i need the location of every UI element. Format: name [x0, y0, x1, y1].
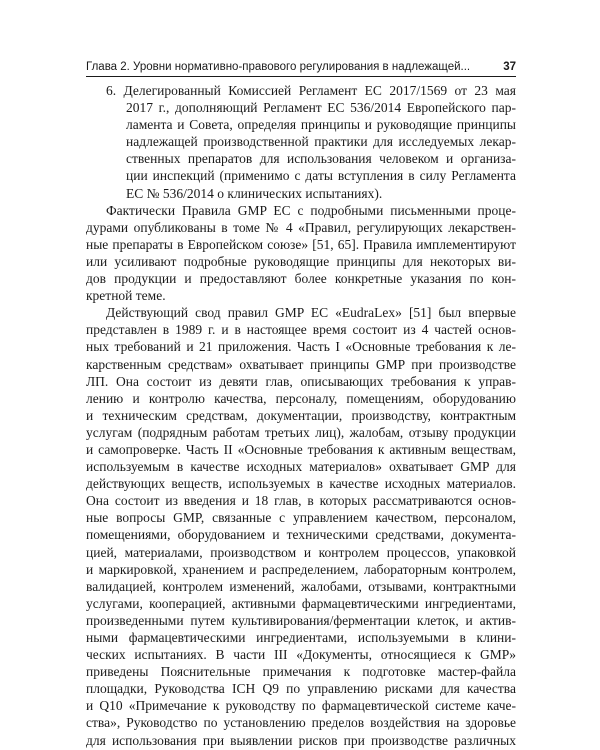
text-line: ные вопросы GMP, связанные с управлением качеством, персоналом,: [86, 510, 516, 526]
text-line: и Q10 «Примечание к руководству по фармацевтической системе каче-: [86, 698, 516, 714]
text-line: кретной теме.: [86, 288, 166, 304]
text-line: и техническим средствам, документации, производству, контрактным: [86, 407, 516, 423]
text-line: представлен в 1989 г. и в настоящее время состоит из 4 частей основ-: [86, 322, 516, 338]
text-line: услугами, кооперацией, активными фармацевтическими ингредиентами,: [86, 595, 516, 611]
text-line: карственным средствам» охватывает принципы GMP при производстве: [86, 356, 516, 372]
text-line: дов продукции и предоставляют более конкретные указания по кон-: [86, 271, 516, 287]
text-line: Она состоит из введения и 18 глав, в которых рассматриваются основ-: [86, 493, 516, 509]
text-line: ЛП. Она состоит из девяти глав, описывающих требования к управ-: [86, 373, 516, 389]
text-line: помещениями, оборудованием и техническими средствами, документа-: [86, 527, 516, 543]
text-line: ческих испытаниях. В части III «Документы, относящиеся к GMP»: [86, 647, 516, 663]
page-body: [86, 82, 516, 749]
text-line: ции инспекций (применимо с даты вступления в силу Регламента: [126, 168, 516, 184]
text-line: для использования при выявлении рисков при производстве различных: [86, 732, 516, 748]
text-line: ными фармацевтическими ингредиентами, используемыми в клини-: [86, 630, 516, 645]
text-line: и самопроверке. Часть II «Основные требования к активным веществам,: [86, 441, 516, 457]
page-number: 37: [503, 61, 516, 73]
text-line: ные препараты в Европейском союзе» [51, 65]. Правила имплементируют: [86, 236, 516, 252]
text-line: произведенными путем культивирования/ферментации клеток, и актив-: [86, 612, 516, 628]
text-line: или усиливают подробные руководящие принципы для некоторых ви-: [86, 253, 516, 269]
text-line: ных требований и 21 приложения. Часть I «Основные требования к ле-: [86, 339, 516, 355]
running-header: [86, 60, 516, 77]
list-item-6: [86, 82, 516, 202]
text-line: ственных препаратов для использования человеком и организа-: [126, 151, 516, 167]
text-line: 2017 г., дополняющий Регламент ЕС 536/2014 Европейского пар-: [126, 100, 516, 116]
text-line: Действующий свод правил GMP ЕС «EudraLex» [51] был впервые: [106, 305, 516, 321]
text-line: и маркировкой, хранением и распределением, лабораторным контролем,: [86, 561, 516, 577]
text-line: 6. Делегированный Комиссией Регламент ЕС 2017/1569 от 23 мая: [106, 83, 516, 98]
paragraph-gmp-eu-rules: [86, 202, 516, 305]
text-line: цией, материалами, производством и контролем процессов, упаковкой: [86, 544, 516, 560]
text-line: ства», Руководство по установлению пределов воздействия на здоровье: [86, 715, 516, 731]
chapter-title: Глава 2. Уровни нормативно-правового регулирования в надлежащей...: [86, 61, 471, 73]
text-line: валидацией, контролем изменений, жалобами, отзывами, контрактными: [86, 578, 516, 594]
text-line: дурами опубликованы в томе № 4 «Правил, регулирующих лекарствен-: [86, 219, 516, 235]
text-line: ламента и Совета, определяя принципы и руководящие принципы: [126, 117, 516, 133]
text-line: услугам (подрядным работам третьих лиц), жалобам, отзыву продукции: [86, 424, 516, 440]
text-line: Фактически Правила GMP ЕС с подробными письменными проце-: [106, 202, 516, 218]
text-line: лению и контролю качества, персоналу, помещениям, оборудованию: [86, 390, 516, 406]
text-line: площадки, Руководства ICH Q9 по управлению рисками для качества: [86, 681, 516, 697]
text-line: используемым в качестве исходных материалов» охватывает GMP для: [86, 459, 516, 475]
paragraph-eudralex: [86, 304, 516, 748]
text-line: надлежащей производственной практики для исследуемых лекар-: [126, 134, 516, 150]
text-line: приведены Пояснительные примечания к подготовке мастер-файла: [86, 664, 516, 680]
text-line: действующих веществ, используемых в качестве исходных материалов.: [86, 476, 516, 492]
text-line: ЕС № 536/2014 о клинических испытаниях).: [126, 185, 383, 201]
